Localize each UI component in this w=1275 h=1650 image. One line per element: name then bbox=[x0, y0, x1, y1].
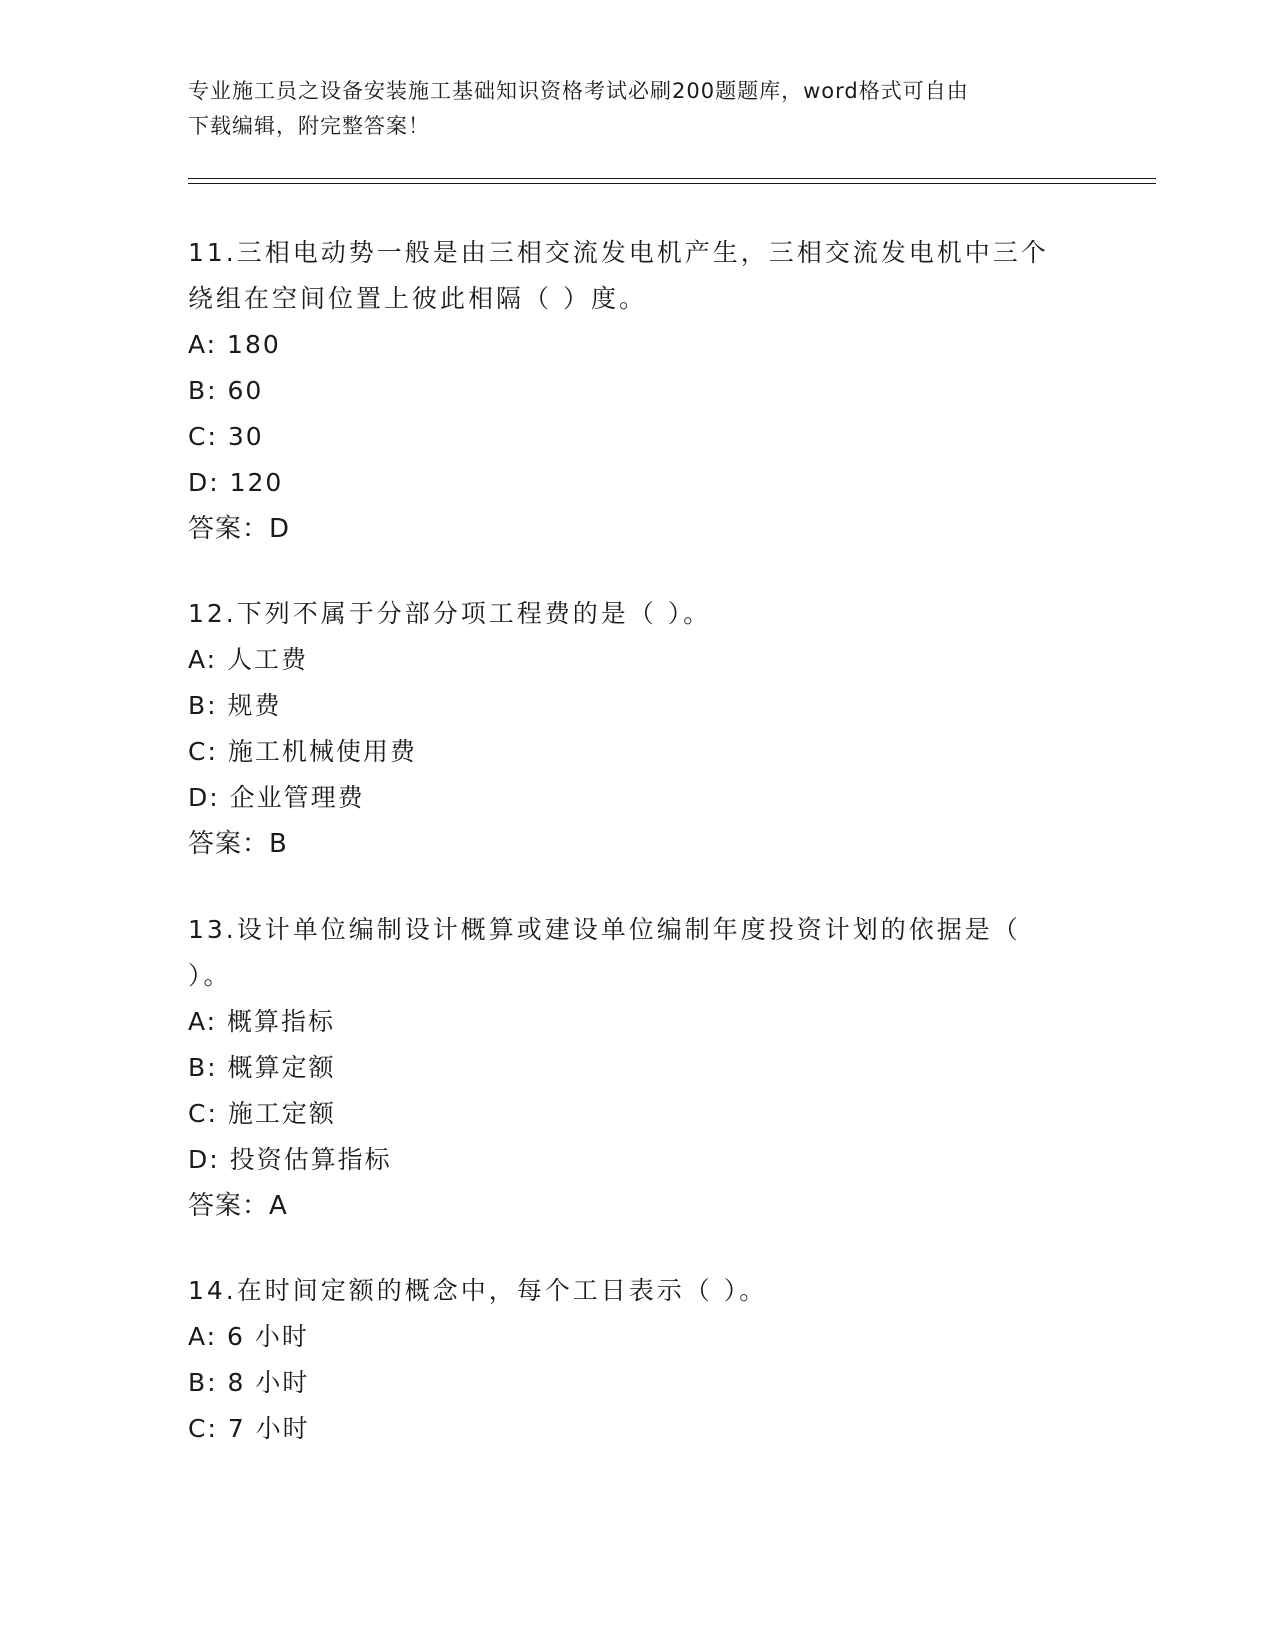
option-c: C: 7 小时 bbox=[188, 1414, 310, 1443]
question-stem-line: 14.在时间定额的概念中，每个工日表示（ ）。 bbox=[188, 1276, 768, 1305]
option-b: B: 规费 bbox=[188, 691, 282, 720]
question-stem-line: 绕组在空间位置上彼此相隔（ ）度。 bbox=[188, 284, 647, 313]
header-line-2: 下载编辑，附完整答案！ bbox=[188, 114, 430, 138]
option-b: B: 概算定额 bbox=[188, 1053, 336, 1082]
option-a: A: 概算指标 bbox=[188, 1007, 336, 1036]
question-stem-line: 13.设计单位编制设计概算或建设单位编制年度投资计划的依据是（ bbox=[188, 915, 1021, 944]
option-c: C: 施工机械使用费 bbox=[188, 737, 417, 766]
answer-label: 答案：D bbox=[188, 514, 291, 544]
option-c: C: 施工定额 bbox=[188, 1099, 336, 1128]
option-c: C: 30 bbox=[188, 422, 264, 451]
option-a: A: 180 bbox=[188, 330, 281, 359]
question-stem-line: 11.三相电动势一般是由三相交流发电机产生，三相交流发电机中三个 bbox=[188, 238, 1049, 267]
option-d: D: 企业管理费 bbox=[188, 783, 365, 812]
question-stem-line: 12.下列不属于分部分项工程费的是（ ）。 bbox=[188, 599, 712, 628]
document-header bbox=[188, 74, 1088, 144]
question-11 bbox=[188, 230, 1088, 552]
option-a: A: 人工费 bbox=[188, 645, 309, 674]
question-13 bbox=[188, 907, 1088, 1229]
option-d: D: 120 bbox=[188, 468, 284, 497]
question-12 bbox=[188, 591, 1088, 867]
option-b: B: 60 bbox=[188, 376, 264, 405]
header-line-1: 专业施工员之设备安装施工基础知识资格考试必刷200题题库，word格式可自由 bbox=[188, 79, 969, 103]
answer-label: 答案：B bbox=[188, 829, 288, 859]
option-b: B: 8 小时 bbox=[188, 1368, 310, 1397]
answer-label: 答案：A bbox=[188, 1191, 288, 1221]
question-14 bbox=[188, 1268, 1088, 1452]
question-stem-line: ）。 bbox=[188, 961, 232, 990]
header-divider-top bbox=[188, 178, 1156, 179]
header-divider-bottom bbox=[188, 183, 1156, 184]
option-a: A: 6 小时 bbox=[188, 1322, 309, 1351]
option-d: D: 投资估算指标 bbox=[188, 1145, 392, 1174]
